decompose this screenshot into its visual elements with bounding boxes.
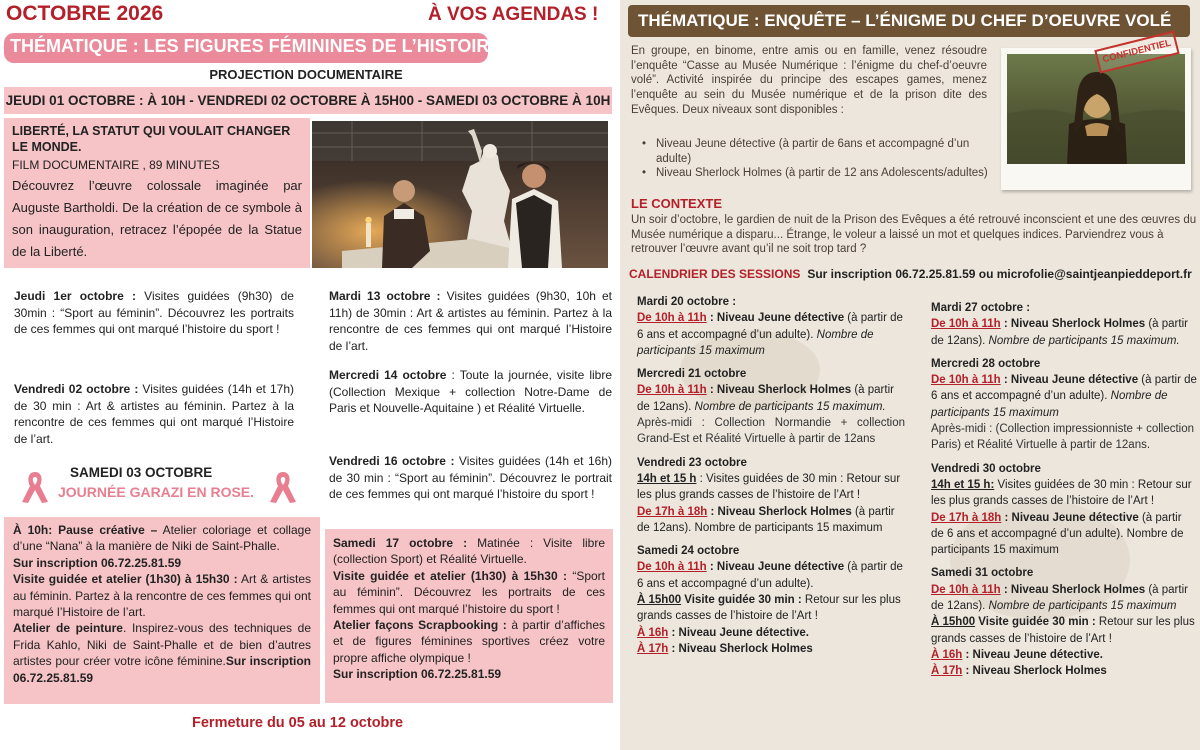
session-entry: À 16h : Niveau Jeune détective.	[637, 626, 809, 639]
agenda-title: À VOS AGENDAS !	[428, 4, 599, 25]
samedi-17-atelier: Atelier façons Scrapbooking : à partir d’affiches et de figures féminines sportives créez votre propre affiche olympique !	[333, 618, 605, 665]
documentary-description: Découvrez l’œuvre colossale imaginée par Auguste Bartholdi. De la création de ce symbole à son inauguration, retracez l’épopée de la Statue de la Liberté.	[12, 178, 302, 259]
level-sherlock-holmes: • Niveau Sherlock Holmes (à partir de 12 ans Adolescents/adultes)	[642, 166, 992, 181]
samedi-3-box	[4, 517, 320, 704]
polaroid-photo	[1001, 48, 1191, 190]
documentary-title: LIBERTÉ, LA STATUT QUI VOULAIT CHANGER LE MONDE.	[12, 124, 291, 154]
calendar-column-2	[931, 300, 1197, 680]
session-date: Vendredi 30 octobre	[931, 462, 1041, 475]
session-entry: À 17h : Niveau Sherlock Holmes	[637, 642, 813, 655]
calendar-heading: CALENDRIER DES SESSIONS Sur inscription 06.72.25.81.59 ou microfolie@saintjeanpieddeport.fr	[629, 267, 1192, 281]
session-entry: 14h et 15 h: Visites guidées de 30 min : Retour sur les plus grands casses de l’histoire de l’Art !	[931, 478, 1192, 508]
session-date: Samedi 24 octobre	[637, 545, 740, 558]
event-jeudi-1: Jeudi 1er octobre : Visites guidées (9h30) de 30min : “Sport au féminin”. Découvrez les portraits de ces femmes qui ont marqué l’histoire du sport !	[14, 289, 294, 336]
documentary-box	[4, 118, 310, 268]
session-entry: À 15h00 Visite guidée 30 min : Retour sur les plus grands casses de l’histoire de l’Art !	[931, 616, 1195, 645]
projection-heading: PROJECTION DOCUMENTAIRE	[209, 67, 403, 82]
confidentiel-stamp: CONFIDENTIEL	[1094, 30, 1179, 73]
session-date: Samedi 31 octobre	[931, 567, 1034, 580]
session-entry: De 10h à 11h : Niveau Sherlock Holmes (à partir de 12ans). Nombre de participants 15 maximum	[931, 583, 1188, 613]
documentary-meta: FILM DOCUMENTAIRE , 89 MINUTES	[12, 158, 220, 172]
right-panel	[620, 0, 1200, 750]
event-vendredi-16: Vendredi 16 octobre : Visites guidées (14h et 16h) de 30 min : “Sport au féminin”. Découvrez le portrait de ces femmes qui ont marqué l’histoire du sport !	[329, 454, 612, 501]
event-vendredi-2: Vendredi 02 octobre : Visites guidées (14h et 17h) de 30 min : Art & artistes au féminin. Partez à la rencontre de ces femmes qui ont marqué l’Histoire de l’art.	[14, 382, 294, 446]
session-entry: De 10h à 11h : Niveau Jeune détective (à partir de 6 ans et accompagné d’un adulte).	[637, 561, 903, 590]
session-date: Mardi 20 octobre :	[637, 296, 737, 308]
session-date: Mercredi 21 octobre	[637, 368, 747, 381]
enquete-intro: En groupe, en binome, entre amis ou en famille, venez résoudre l’enquête “Casse au Musée Numérique : l’énigme du chef-d’oeuvre volé”. Activité inspirée du principe des escapes games, menez l’enquête au sein du Musée numérique et de la prison dite des Evêques. Deux niveaux sont disponibles :	[631, 45, 987, 116]
event-mercredi-14: Mercredi 14 octobre : Toute la journée, visite libre (Collection Mexique + collection Notre-Dame de Paris et Nouvelle-Aquitaine ) et Réalité Virtuelle.	[329, 368, 612, 415]
pink-ribbon-icon	[18, 468, 52, 506]
samedi-17-inscription: Sur inscription 06.72.25.81.59	[333, 667, 502, 682]
calendar-column-1	[637, 294, 905, 657]
session-entry: De 17h à 18h : Niveau Jeune détective (à partir de 6 ans et accompagné d’un adulte). Nombre de participants 15 maximum	[931, 511, 1184, 557]
session-date: Mercredi 28 octobre	[931, 357, 1041, 370]
pink-ribbon-icon	[266, 468, 300, 506]
session-entry: De 17h à 18h : Niveau Sherlock Holmes (à partir de 12ans). Nombre de participants 15 maximum	[637, 505, 895, 534]
month-title: OCTOBRE 2026	[6, 2, 164, 25]
session-entry: De 10h à 11h : Niveau Jeune détective (à partir de 6 ans et accompagné d’un adulte). Nombre de participants 15 maximum	[931, 374, 1197, 419]
theme-banner-right: THÉMATIQUE : ENQUÊTE – L’ÉNIGME DU CHEF D’OEUVRE VOLÉ	[628, 5, 1190, 37]
samedi-17-matinee: Samedi 17 octobre : Matinée : Visite libre (collection Sport) et Réalité Virtuelle.	[333, 536, 605, 567]
samedi-3-visite: Visite guidée et atelier (1h30) à 15h30 : Art & artistes au féminin. Partez à la rencontre de ces femmes qui ont marqué l’Histoire de l’art.	[13, 572, 311, 620]
event-mardi-13: Mardi 13 octobre : Visites guidées (9h30, 10h et 11h) de 30min : Art & artistes au féminin. Partez à la rencontre de ces femmes qui ont marqué l’Histoire de l’art.	[329, 289, 612, 353]
samedi-3-pause: À 10h: Pause créative – Atelier coloriage et collage d’une “Nana” à la manière de Niki de Saint-Phalle.	[13, 523, 311, 554]
mona-lisa-image	[1007, 54, 1185, 164]
session-date: Vendredi 23 octobre	[637, 456, 747, 469]
samedi-3-inscription: Sur inscription 06.72.25.81.59	[13, 555, 182, 570]
session-entry: 14h et 15 h : Visites guidées de 30 min : Retour sur les plus grands casses de l’histoire de l’Art !	[637, 472, 901, 502]
session-entry: Après-midi : Collection Normandie + collection Grand-Est et Réalité Virtuelle à partir de 12ans	[637, 417, 905, 446]
contexte-title: LE CONTEXTE	[631, 196, 723, 211]
session-date: Mardi 27 octobre :	[931, 302, 1031, 314]
closure-notice: Fermeture du 05 au 12 octobre	[192, 715, 404, 731]
session-entry: À 17h : Niveau Sherlock Holmes	[931, 665, 1107, 678]
session-entry: Après-midi : (Collection impressionniste + collection Paris) et Réalité Virtuelle à partir de 12ans.	[931, 423, 1195, 452]
garazi-subtitle: JOURNÉE GARAZI EN ROSE.	[58, 484, 255, 500]
theme-banner-left: THÉMATIQUE : LES FIGURES FÉMININES DE L’HISTOIRE	[4, 33, 488, 63]
session-entry: À 15h00 Visite guidée 30 min : Retour sur les plus grands casses de l’histoire de l’Art !	[637, 594, 901, 623]
contexte-text: Un soir d’octobre, le gardien de nuit de la Prison des Evêques a été retrouvé inconscient et une des œuvres du Musée numérique a disparu... Étrange, le voleur a laissé un mot et quelques indices. Parviendrez vous à retrouver l’œuvre avant qu’il ne soit trop tard ?	[631, 214, 1197, 256]
session-entry: De 10h à 11h : Niveau Sherlock Holmes (à partir de 12ans). Nombre de participants 15 maximum.	[931, 318, 1188, 347]
session-entry: À 16h : Niveau Jeune détective.	[931, 648, 1103, 661]
levels-list	[642, 137, 992, 181]
samedi-3-atelier: Atelier de peinture. Inspirez-vous des techniques de Frida Kahlo, Niki de Saint-Phalle et de bien d’autres artistes pour créer votre icône féminine.Sur inscription 06.72.25.81.59	[13, 621, 311, 685]
level-jeune-detective: • Niveau Jeune détective (à partir de 6ans et accompagné d’un adulte)	[642, 137, 992, 166]
projection-dates: JEUDI 01 OCTOBRE : À 10H - VENDREDI 02 OCTOBRE À 15H00 - SAMEDI 03 OCTOBRE À 10H	[4, 87, 612, 114]
samedi-17-visite: Visite guidée et atelier (1h30) à 15h30 : “Sport au féminin”. Découvrez les portraits de ces femmes qui ont marqué l’histoire du sport !	[333, 568, 605, 616]
samedi-3-title: SAMEDI 03 OCTOBRE	[70, 465, 213, 480]
session-entry: De 10h à 11h : Niveau Jeune détective (à partir de 6 ans et accompagné d’un adulte). Nombre de participants 15 maximum	[637, 312, 903, 357]
statue-of-liberty-image	[312, 121, 608, 268]
samedi-17-box	[325, 529, 613, 703]
session-entry: De 10h à 11h : Niveau Sherlock Holmes (à partir de 12ans). Nombre de participants 15 maximum.	[637, 384, 894, 413]
